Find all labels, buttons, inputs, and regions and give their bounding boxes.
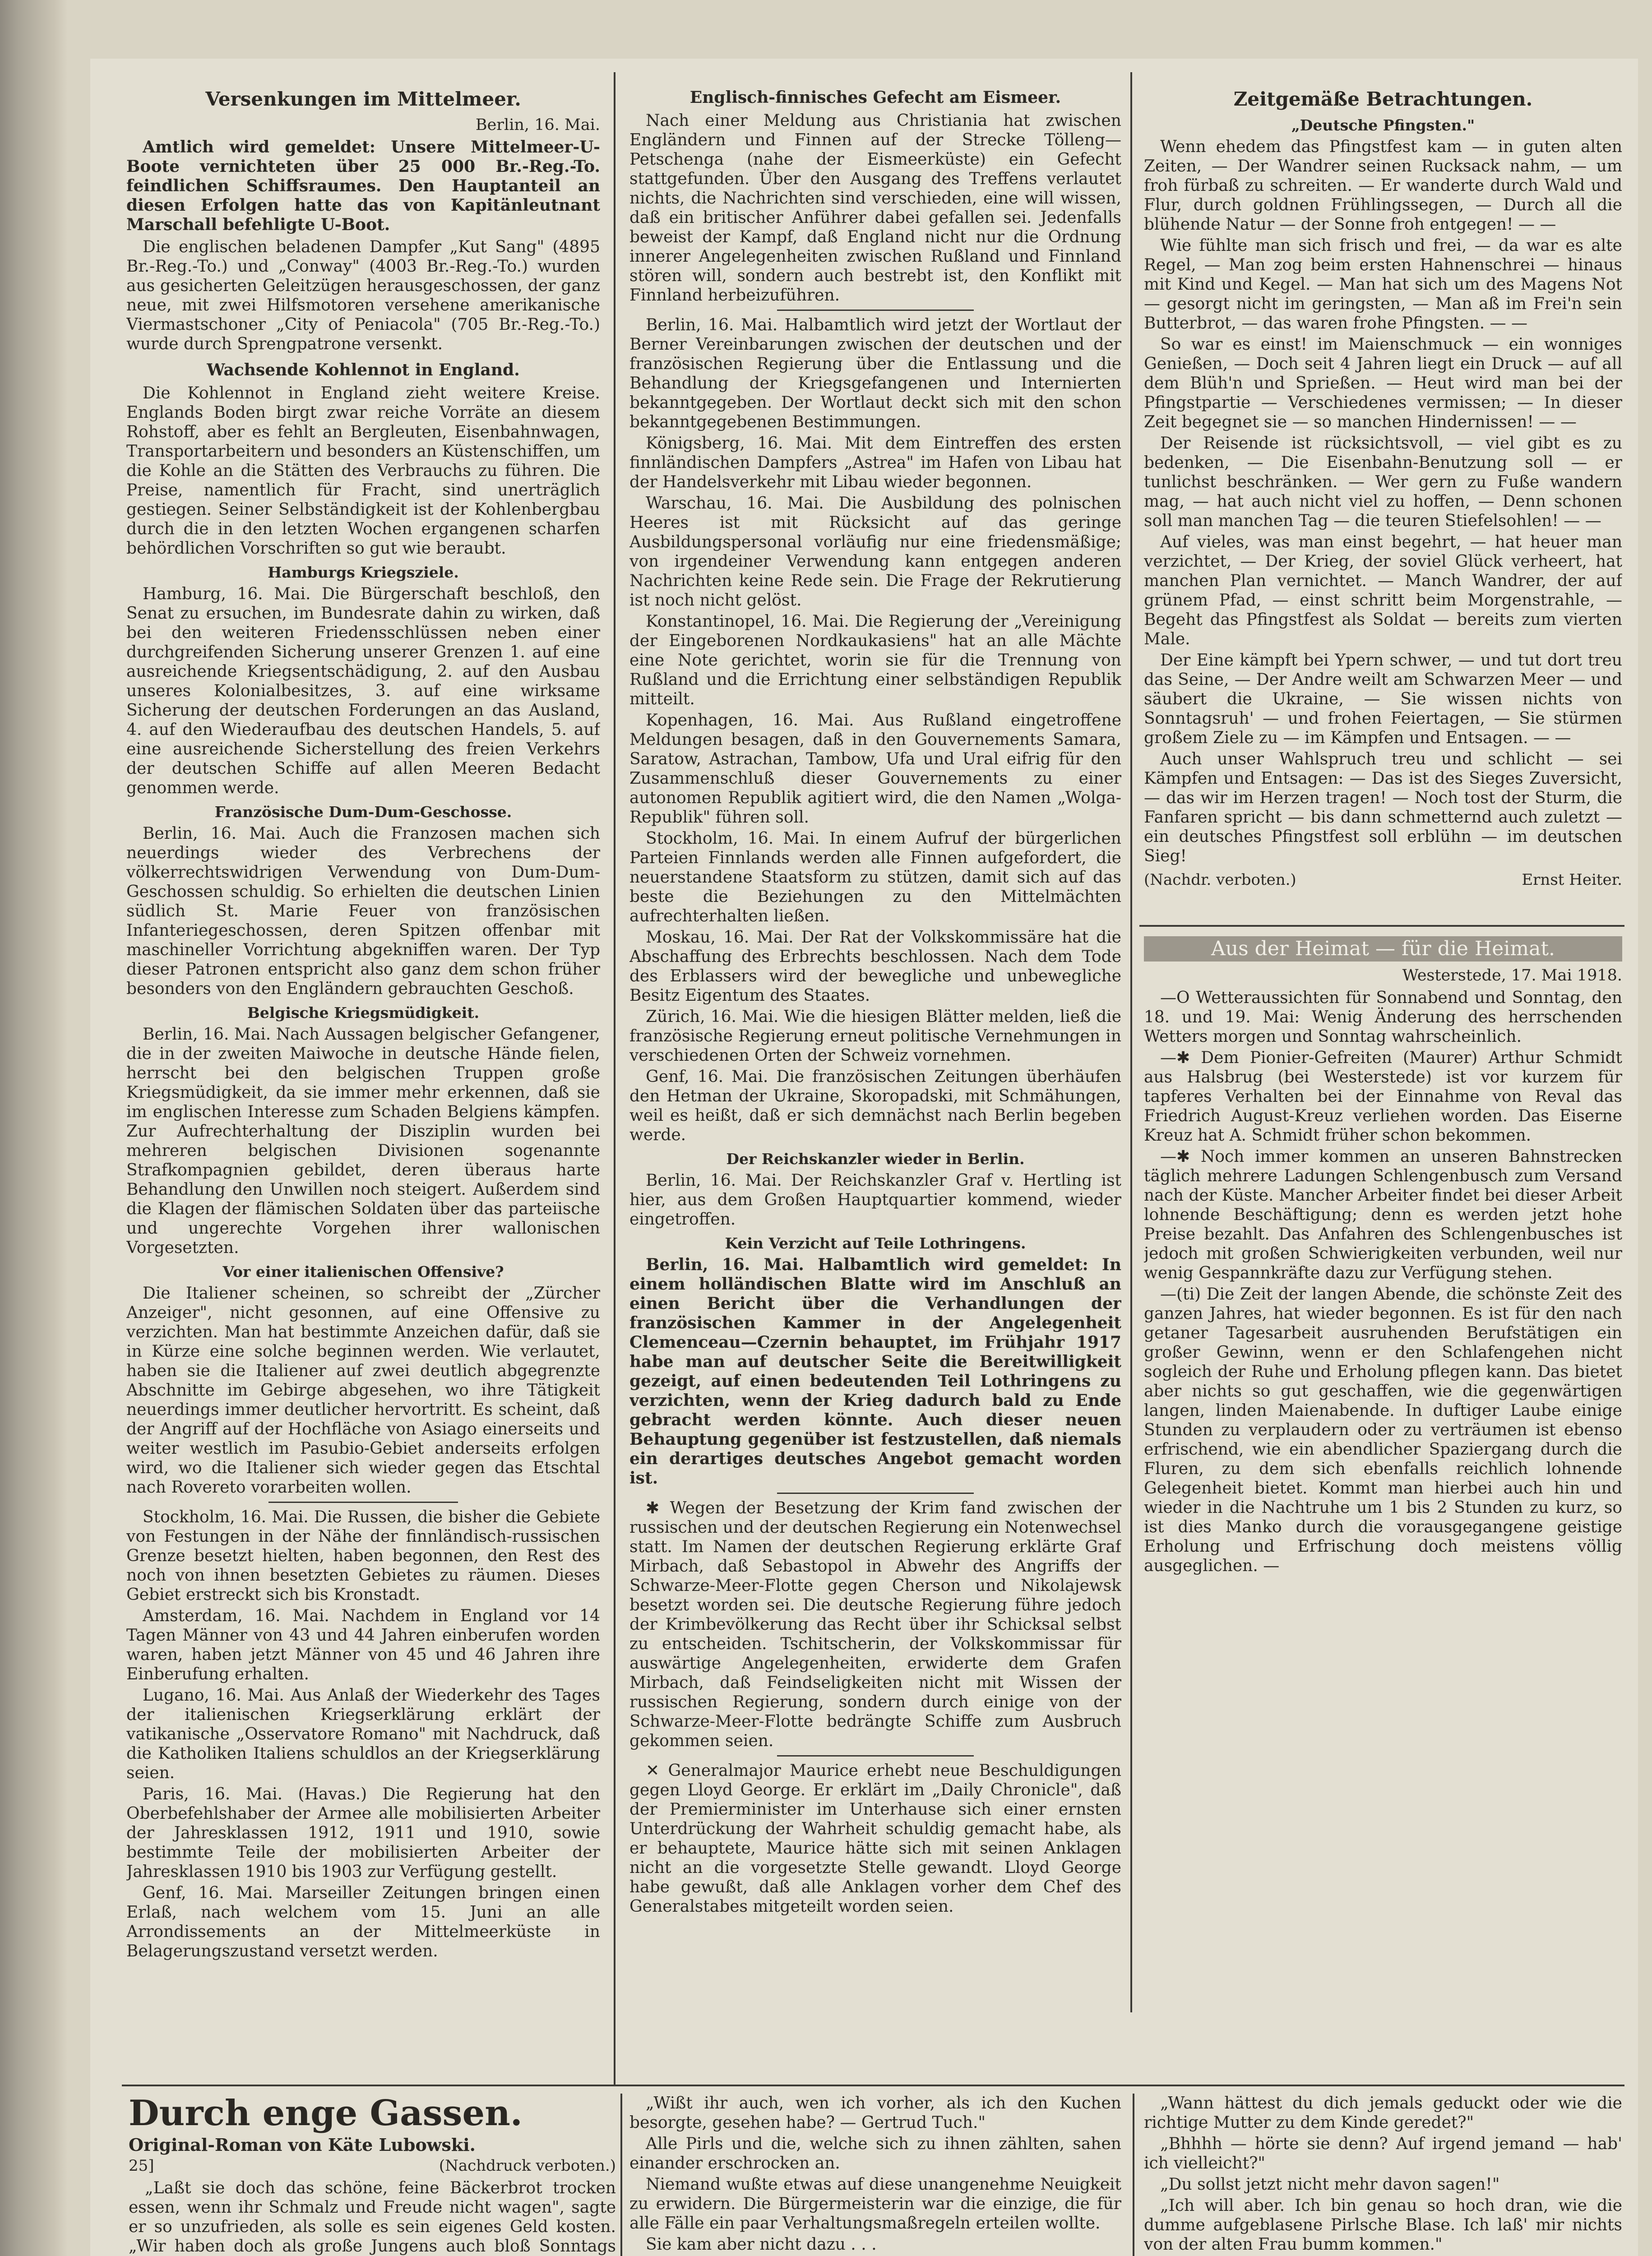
article-lead: Amtlich wird gemeldet: Unsere Mittelmeer-U-Boote vernichteten über 25 000 Br.-Reg.-To. feindlichen Schiffsraumes. Den Hauptanteil an diesen Erfolgen hatte das von Kapitänleutnant Marschall befehligte U-Boot.: [126, 138, 600, 234]
column-rule-4: [1133, 2094, 1134, 2256]
headline-zeitgemaesse: Zeitgemäße Betrachtungen.: [1233, 88, 1533, 110]
local-note: —✱ Noch immer kommen an unseren Bahnstrecken täglich mehrere Ladungen Schlengenbusch zum Versand nach der Küste. Mancher Arbeiter findet bei dieser Arbeit lohnende Beschäftigung; denn es werden jetzt hohe Preise bezahlt. Das Anfahren des Schlengenbusches ist jedoch mit großen Schwierigkeiten verbunden, weil nur wenig Gespannkräfte dazu zur Verfügung stehen.: [1144, 1147, 1622, 1282]
novel-paragraph: „Du sollst jetzt nicht mehr davon sagen!": [1160, 2175, 1500, 2194]
article-paragraph: Nach einer Meldung aus Christiania hat zwischen Engländern und Finnen auf der Strecke Tölleng—Petschenga (nahe der Eismeerküste) ein Gefecht stattgefunden. Über den Ausgang des Treffens verlautet nichts, die Nachrichten sind verschieden, eine will wissen, daß ein britischer Anführer dabei gefallen sei. Jedenfalls beweist der Kampf, daß England nicht nur die Ordnung innerer Angelegenheiten zwischen Rußland und Finnland stören will, sondern auch bestrebt ist, den Konflikt mit Finnland herbeizuführen.: [629, 111, 1121, 305]
separator: [268, 1502, 458, 1503]
article-paragraph: ✕ Generalmajor Maurice erhebt neue Beschuldigungen gegen Lloyd George. Er erklärt im „Daily Chronicle", daß der Premierminister im Unterhause sich einer ernsten Unterdrückung der Wahrheit schuldig gemacht habe, als er behauptete, Maurice hätte sich mit seinen Anklagen nicht an die vorgesetzte Stelle gewandt. Lloyd George habe gewußt, daß alle Anklagen vorher dem Chef des Generalstabes mitgeteilt worden seien.: [629, 1761, 1121, 1916]
column-right-local: [1144, 936, 1622, 1712]
column-left: [126, 86, 600, 2080]
novel-byline: Original-Roman von Käte Lubowski.: [129, 2135, 476, 2155]
novel-column-3: [1144, 2094, 1622, 2256]
column-rule-3: [620, 2094, 622, 2256]
reprint-note: (Nachdruck verboten.): [439, 2157, 616, 2175]
headline-reichskanzler: Der Reichskanzler wieder in Berlin.: [726, 1150, 1025, 1168]
novel-paragraph: „Laßt sie doch das schöne, feine Bäckerbrot trocken essen, wenn ihr Schmalz und Freude nicht wagen", sagte er so unzufrieden, als solle es sein eigenes Geld kosten. „Wir haben doch als große Jungens auch bloß Sonntags: [129, 2179, 616, 2256]
news-brief: Paris, 16. Mai. (Havas.) Die Regierung hat den Oberbefehlshaber der Armee alle mobilisierten Arbeiter der Jahresklassen 1912, 1911 und 1910, sowie bestimmte Teile der mobilisierten Arbeiter der Jahresklassen 1910 bis 1903 zur Verfügung gestellt.: [126, 1785, 600, 1881]
article-paragraph: Hamburg, 16. Mai. Die Bürgerschaft beschloß, den Senat zu ersuchen, im Bundesrate dahin zu wirken, daß bei den weiteren Friedensschlüssen neben einer durchgreifenden Sicherung unserer Grenzen 1. auf eine ausreichende Kriegsentschädigung, 2. auf den Ausbau unseres Kolonialbesitzes, 3. auf eine wirksame Sicherung der deutschen Forderungen an das Ausland, 4. auf den Wiederaufbau des deutschen Handels, 5. auf eine ausreichende Sicherstellung des freien Verkehrs der deutschen Schiffe auf allen Meeren Bedacht genommen werde.: [126, 585, 600, 797]
news-brief: Genf, 16. Mai. Die französischen Zeitungen überhäufen den Hetman der Ukraine, Skoropadski, mit Schmähungen, weil es heißt, daß er sich demnächst nach Berlin begeben werde.: [629, 1068, 1121, 1144]
article-paragraph: Die Italiener scheinen, so schreibt der „Zürcher Anzeiger", nicht gesonnen, auf eine Offensive zu verzichten. Man hat bestimmte Anzeichen dafür, daß sie in Kürze eine solche beginnen werden. Wie verlautet, haben sie die Italiener auf zwei deutlich abgegrenzte Abschnitte im Gebirge abgesehen, wo ihre Tätigkeit neuerdings immer deutlicher hervortritt. Es scheint, daß der Angriff auf der Hochfläche von Asiago einerseits und weiter westlich im Pasubio-Gebiet anderseits erfolgen wird, wo die Italiener sich wieder gegen das Etschtal nach Rovereto vorarbeiten wollen.: [126, 1284, 600, 1497]
news-brief: Amsterdam, 16. Mai. Nachdem in England vor 14 Tagen Männer von 43 und 44 Jahren einberufen worden waren, haben jetzt Männer von 45 und 46 Jahren ihre Einberufung erhalten.: [126, 1607, 600, 1683]
column-right-poem: [1144, 86, 1622, 920]
col3-bottom-rule: [1139, 925, 1624, 927]
headline-belgische: Belgische Kriegsmüdigkeit.: [247, 1004, 480, 1022]
headline-kohlennot: Wachsende Kohlennot in England.: [207, 361, 520, 379]
article-paragraph: Die englischen beladenen Dampfer „Kut Sang" (4895 Br.-Reg.-To.) und „Conway" (4003 Br.-Reg.-To.) wurden aus gesicherten Geleitzügen herausgeschossen, der ganz neue, mit zwei Hilfsmotoren versehene amerikanische Viermastschoner „City of Peniacola" (705 Br.-Reg.-To.) wurde durch Sprengpatrone versenkt.: [126, 238, 600, 353]
article-paragraph: Berlin, 16. Mai. Auch die Franzosen machen sich neuerdings wieder des Verbrechens der völkerrechtswidrigen Verwendung von Dum-Dum-Geschossen schuldig. So erhielten die deutschen Linien südlich St. Marie Feuer von französischen Infanteriegeschossen, deren Spitzen offenbar mit maschineller Vorrichtung abgekniffen waren. Der Typ dieser Patronen entspricht also ganz dem schon früher besonders von den Engländern gebrauchten Geschoß.: [126, 824, 600, 998]
news-brief: Moskau, 16. Mai. Der Rat der Volkskommissäre hat die Abschaffung des Erbrechts beschlossen. Nach dem Tode des Erblassers wird der bewegliche und unbewegliche Besitz Eigentum des Staates.: [629, 928, 1121, 1005]
news-brief: Genf, 16. Mai. Marseiller Zeitungen bringen einen Erlaß, nach welchem vom 15. Juni an alle Arrondissements an der Mittelmeerküste in Belagerungszustand versetzt werden.: [126, 1884, 600, 1960]
poem-stanza: Der Eine kämpft bei Ypern schwer, — und tut dort treu das Seine, — Der Andre weilt am Schwarzen Meer — und säubert die Ukraine, — Sie wissen nichts von Sonntagsruh' — und frohen Feiertagen, — Sie stürmen großem Ziele zu — im Kämpfen und Entsagen. — —: [1144, 651, 1622, 747]
novel-paragraph: „Wißt ihr auch, wen ich vorher, als ich den Kuchen besorgte, gesehen habe? — Gertrud Tuch.": [629, 2094, 1121, 2132]
separator: [777, 310, 974, 311]
news-brief: Stockholm, 16. Mai. In einem Aufruf der bürgerlichen Parteien Finnlands werden alle Finnen aufgefordert, die neuerstandene Staatsform zu stützen, damit sich auf das beste die Beziehungen zu den Mittelmächten aufrechterhalten ließen.: [629, 829, 1121, 925]
novel-paragraph: Sie kam aber nicht dazu . . .: [646, 2235, 877, 2254]
poem-stanza: Wenn ehedem das Pfingstfest kam — in guten alten Zeiten, — Der Wandrer seinen Rucksack nahm, — um froh fürbaß zu schreiten. — Er wanderte durch Wald und Flur, durch goldnen Frühlingssegen, — Durch all die blühende Natur — der Sonne froh entgegen! — —: [1144, 138, 1622, 234]
feuilleton-top-rule: [122, 2085, 1624, 2086]
poem-stanza: Der Reisende ist rücksichtsvoll, — viel gibt es zu bedenken, — Die Eisenbahn-Benutzung soll — er tunlichst beschränken. — Wer gern zu Fuße wandern mag, — hat auch nicht viel zu hoffen, — Denn schonen soll man manchen Tag — die teuren Stiefelsohlen! — —: [1144, 434, 1622, 530]
news-brief: Kopenhagen, 16. Mai. Aus Rußland eingetroffene Meldungen besagen, daß in den Gouvernements Samara, Saratow, Astrachan, Tambow, Ufa und Ural eifrig für den Zusammenschluß dieser Gouvernements zu einer autonomen Republik agitiert wird, die den Namen „Wolga-Republik" führen soll.: [629, 711, 1121, 827]
novel-paragraph: „Ich will aber. Ich bin genau so hoch dran, wie die dumme aufgeblasene Pirlsche Blase. Ich laß' mir nichts von der alten Frau bumm kommen.": [1144, 2196, 1622, 2254]
novel-column-2: [629, 2094, 1121, 2256]
poem-stanza: Wie fühlte man sich frisch und frei, — da war es alte Regel, — Man zog beim ersten Hahnenschrei — hinaus mit Kind und Kegel. — Man hat sich um des Magens Not — gesorgt nicht im geringsten, — Man aß im Frei'n sein Butterbrot, — das waren frohe Pfingsten. — —: [1144, 236, 1622, 333]
article-paragraph: Berlin, 16. Mai. Der Reichskanzler Graf v. Hertling ist hier, aus dem Großen Hauptquartier kommend, wieder eingetroffen.: [629, 1171, 1121, 1229]
poem-subtitle: „Deutsche Pfingsten.": [1291, 116, 1475, 134]
poem-stanza: Auf vieles, was man einst begehrt, — hat heuer man verzichtet, — Der Krieg, der soviel Glück verheert, hat manchen Plan vernichtet. — Manch Wandrer, der auf grünem Pfad, — einst schritt beim Morgenstrahle, — Begeht das Pfingstfest als Soldat — bereits zum vierten Male.: [1144, 533, 1622, 648]
separator: [777, 1755, 974, 1757]
headline-lothringen: Kein Verzicht auf Teile Lothringens.: [725, 1234, 1026, 1252]
poem-stanza: So war es einst! im Maienschmuck — ein wonniges Genießen, — Doch seit 4 Jahren liegt ein Druck — auf all dem Blüh'n und Sprießen. — Heut wird man bei der Pfingstpartie — Verschiedenes vermissen; — In dieser Zeit begegnet sie — so manchen Hindernissen! — —: [1144, 335, 1622, 431]
news-brief: Zürich, 16. Mai. Wie die hiesigen Blätter melden, ließ die französische Regierung erneut politische Vernehmungen in verschiedenen Orten der Schweiz vornehmen.: [629, 1008, 1121, 1065]
novel-paragraph: Niemand wußte etwas auf diese unangenehme Neuigkeit zu erwidern. Die Bürgermeisterin war die einzige, die für alle Fälle ein paar Verhaltungsmaßregeln erteilen wollte.: [629, 2175, 1121, 2233]
installment-number: 25]: [129, 2157, 154, 2175]
headline-italienische-offensive: Vor einer italienischen Offensive?: [222, 1263, 504, 1281]
novel-title: Durch enge Gassen.: [129, 2094, 523, 2134]
news-brief: Berlin, 16. Mai. Halbamtlich wird jetzt der Wortlaut der Berner Vereinbarungen zwischen der deutschen und der französischen Regierung über die Entlassung und die Behandlung der Kriegsgefangenen und Internierten bekanntgegeben. Der Wortlaut deckt sich mit den schon bekanntgegebenen Bestimmungen.: [629, 316, 1121, 431]
article-paragraph: Berlin, 16. Mai. Nach Aussagen belgischer Gefangener, die in der zweiten Maiwoche in deutsche Hände fielen, herrscht bei den belgischen Truppen große Kriegsmüdigkeit, da sie immer mehr erkennen, daß sie im englischen Interesse zum Schaden Belgiens kämpfen. Zur Aufrechterhaltung der Disziplin wurden bei mehreren belgischen Divisionen sogenannte Strafkompagnien gebildet, deren überaus harte Behandlung den Unwillen noch steigert. Außerdem sind die Klagen der flämischen Soldaten über das parteiische und ungerechte Vorgehen ihrer wallonischen Vorgesetzten.: [126, 1025, 600, 1257]
news-brief: Stockholm, 16. Mai. Die Russen, die bisher die Gebiete von Festungen in der Nähe der finnländisch-russischen Grenze besetzt hielten, haben begonnen, den Rest des noch von ihnen besetzten Gebietes zu räumen. Dieses Gebiet erstreckt sich bis Kronstadt.: [126, 1508, 600, 1604]
news-brief: Königsberg, 16. Mai. Mit dem Eintreffen des ersten finnländischen Dampfers „Astrea" im Hafen von Libau hat der Handelsverkehr mit Libau wieder begonnen.: [629, 434, 1121, 491]
novel-column-1: [129, 2094, 616, 2256]
headline-versenkungen: Versenkungen im Mittelmeer.: [205, 88, 521, 110]
poem-author: Ernst Heiter.: [1522, 871, 1622, 889]
poem-footer: [1144, 870, 1622, 890]
novel-paragraph: „Wann hättest du dich jemals geduckt oder wie die richtige Mutter zu dem Kinde geredet?": [1144, 2094, 1622, 2132]
local-note: —O Wetteraussichten für Sonnabend und Sonntag, den 18. und 19. Mai: Wenig Änderung des herrschenden Wetters morgen und Sonntag wahrscheinlich.: [1144, 989, 1622, 1046]
column-middle: [629, 81, 1121, 2008]
reprint-note: (Nachdr. verboten.): [1144, 871, 1296, 889]
column-rule-2: [1130, 72, 1132, 2012]
novel-paragraph: Alle Pirls und die, welche sich zu ihnen zählten, sahen einander erschrocken an.: [629, 2135, 1121, 2173]
section-banner-heimat: Aus der Heimat — für die Heimat.: [1144, 936, 1622, 962]
article-paragraph: Berlin, 16. Mai. Halbamtlich wird gemeldet: In einem holländischen Blatte wird im Anschluß an einen Bericht über die Verhandlungen der französischen Kammer in der Angelegenheit Clemenceau—Czernin behauptet, im Frühjahr 1917 habe man auf deutscher Seite die Bereitwilligkeit gezeigt, auf einen bedeutenden Teil Lothringens zu verzichten, wenn der Krieg dadurch bald zu Ende gebracht werden könnte. Auch dieser neuen Behauptung gegenüber ist festzustellen, daß niemals ein derartiges deutsches Angebot gemacht worden ist.: [629, 1255, 1121, 1488]
dateline: Westerstede, 17. Mai 1918.: [1402, 966, 1622, 985]
news-brief: Konstantinopel, 16. Mai. Die Regierung der „Vereinigung der Eingeborenen Nordkaukasiens" hat an alle Mächte eine Note gerichtet, worin sie für die Trennung von Rußland und die Errichtung einer selbständigen Republik mitteilt.: [629, 612, 1121, 708]
column-rule-1: [614, 72, 615, 2085]
local-note: —(ti) Die Zeit der langen Abende, die schönste Zeit des ganzen Jahres, hat wieder begonnen. Es ist für den nach getaner Tagesarbeit ausruhenden Berufstätigen ein großer Gewinn, wenn er den Schlafengehen nicht sogleich der Ruhe und Erholung pflegen kann. Das bietet aber nichts so gut geschaffen, wie die gegenwärtigen langen, linden Maienabende. In duftiger Laube einige Stunden zu verplaudern oder zu verträumen ist ebenso erfrischend, wie ein abendlicher Spaziergang durch die Fluren, zu dem sich ebenfalls reichlich lohnende Gelegenheit bietet. Kommt man hierbei auch hin und wieder in die Nachtruhe um 1 bis 2 Stunden zu kurz, so ist dies Manko durch die vorausgegangene geistige Erholung und Erfrischung doch meistens völlig ausgeglichen. —: [1144, 1285, 1622, 1575]
headline-dum-dum: Französische Dum-Dum-Geschosse.: [214, 803, 512, 821]
news-brief: Lugano, 16. Mai. Aus Anlaß der Wiederkehr des Tages der italienischen Kriegserklärung erklärt der vatikanische „Osservatore Romano" mit Nachdruck, daß die Katholiken Italiens schuldlos an der Kriegserklärung seien.: [126, 1686, 600, 1782]
novel-meta: [129, 2156, 616, 2176]
article-paragraph: ✱ Wegen der Besetzung der Krim fand zwischen der russischen und der deutschen Regierung ein Notenwechsel statt. Im Namen der deutschen Regierung erklärte Graf Mirbach, daß Sebastopol in Abwehr des Angriffs der Schwarze-Meer-Flotte gegen Cherson und Nikolajewsk besetzt worden sei. Die deutsche Regierung führe jedoch der Krimbevölkerung das Recht über ihr Schicksal selbst zu entscheiden. Tschitscherin, der Volkskommissar für auswärtige Angelegenheiten, erwiderte dem Grafen Mirbach, daß Feindseligkeiten nicht mit Wissen der russischen Regierung, sondern durch einige von der Schwarze-Meer-Flotte bedrängte Schiffe zum Ausbruch gekommen seien.: [629, 1499, 1121, 1750]
dateline: Berlin, 16. Mai.: [475, 116, 600, 134]
local-note: —✱ Dem Pionier-Gefreiten (Maurer) Arthur Schmidt aus Halsbrug (bei Westerstede) ist vor kurzem für tapferes Verhalten bei der Einnahme von Reval das Friedrich August-Kreuz verliehen worden. Das Eiserne Kreuz hat A. Schmidt früher schon bekommen.: [1144, 1049, 1622, 1145]
scan-binding-edge: [0, 0, 68, 2256]
separator: [777, 1493, 974, 1494]
poem-stanza: Auch unser Wahlspruch treu und schlicht — sei Kämpfen und Entsagen: — Das ist des Sieges Zuversicht, — das wir im Herzen tragen! — Noch tost der Sturm, die Fanfaren spricht — bis dann schmetternd auch zuletzt — ein deutsches Pfingstfest soll erblühn — im deutschen Sieg!: [1144, 750, 1622, 865]
headline-eismeer: Englisch-finnisches Gefecht am Eismeer.: [689, 88, 1061, 107]
novel-paragraph: „Bhhhh — hörte sie denn? Auf irgend jemand — hab' ich vielleicht?": [1144, 2135, 1622, 2173]
headline-hamburgs-kriegsziele: Hamburgs Kriegsziele.: [268, 564, 459, 581]
article-paragraph: Die Kohlennot in England zieht weitere Kreise. Englands Boden birgt zwar reiche Vorräte an diesem Rohstoff, aber es fehlt an Bergleuten, Eisenbahnwagen, Transportarbeitern und besonders an Küstenschiffen, um die Kohle an die Stätten des Verbrauchs zu führen. Die Preise, namentlich für Fracht, sind unerträglich gestiegen. Seiner Selbständigkeit ist der Kohlenbergbau durch die in den letzten Wochen ergangenen scharfen behördlichen Vorschriften so gut wie beraubt.: [126, 384, 600, 558]
news-brief: Warschau, 16. Mai. Die Ausbildung des polnischen Heeres ist mit Rücksicht auf das geringe Ausbildungspersonal vorläufig nur eine friedensmäßige; von irgendeiner Verwendung kann entgegen anderen Nachrichten keine Rede sein. Die Frage der Rekrutierung ist noch nicht gelöst.: [629, 494, 1121, 610]
